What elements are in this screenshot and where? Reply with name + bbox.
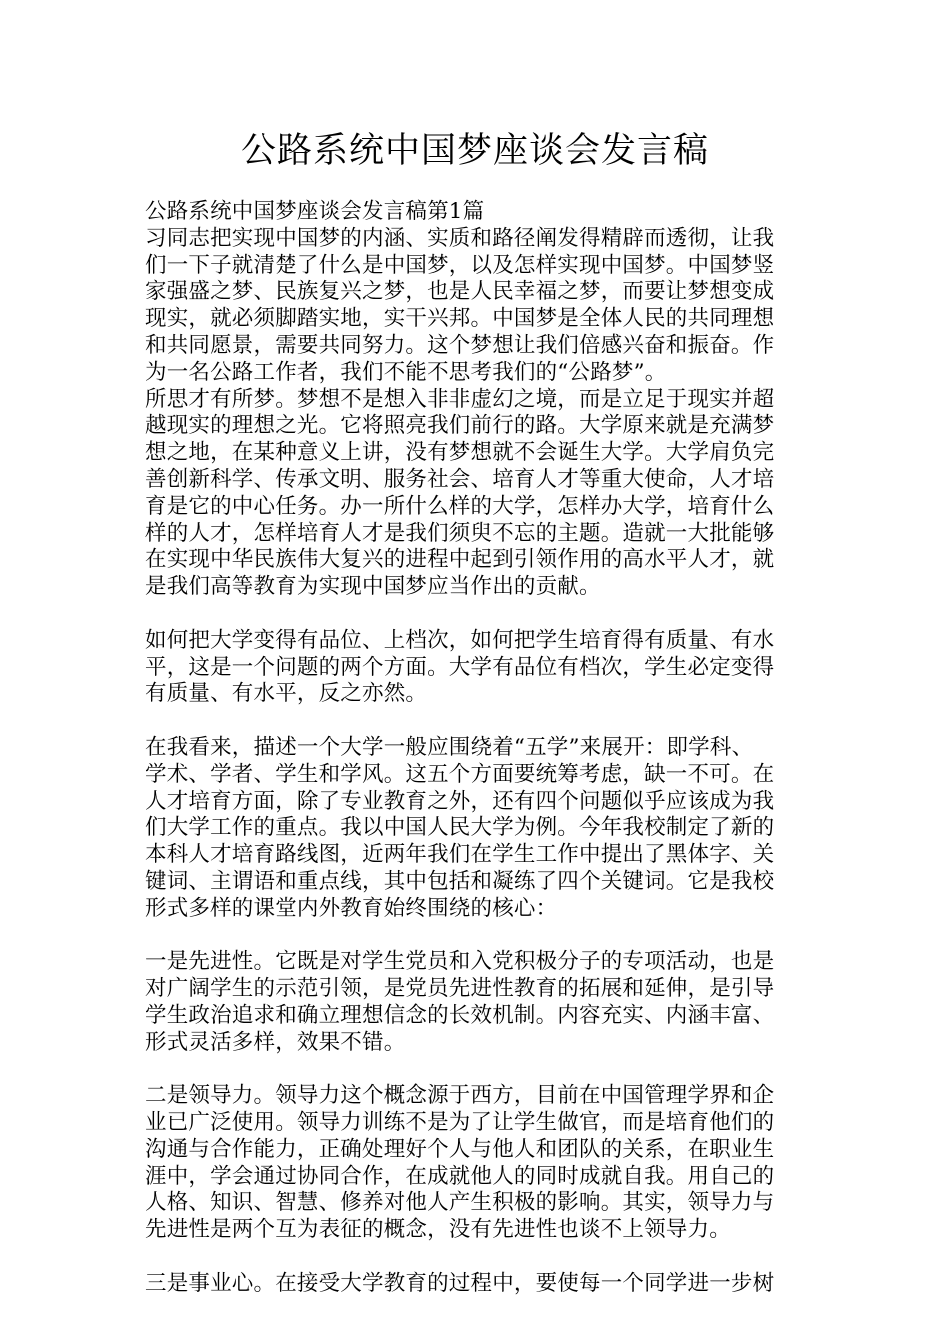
text-line: 家强盛之梦、民族复兴之梦，也是人民幸福之梦，而要让梦想变成 xyxy=(145,279,775,305)
body-paragraph xyxy=(145,735,807,923)
paragraph-spacer xyxy=(145,923,807,950)
text-line: 二是领导力。领导力这个概念源于西方，目前在中国管理学界和企 xyxy=(145,1083,775,1109)
text-line: 越现实的理想之光。它将照亮我们前行的路。大学原来就是充满梦 xyxy=(145,413,775,439)
document-title: 公路系统中国梦座谈会发言稿 xyxy=(240,131,709,171)
text-line: 三是事业心。在接受大学教育的过程中，要使每一个同学进一步树 xyxy=(145,1270,775,1296)
text-line: 在我看来，描述一个大学一般应围绕着“五学”来展开：即学科、 xyxy=(145,734,754,760)
text-line: 本科人才培育路线图，近两年我们在学生工作中提出了黑体字、关 xyxy=(145,842,775,868)
text-line: 们一下子就清楚了什么是中国梦，以及怎样实现中国梦。中国梦竖 xyxy=(145,252,775,278)
text-line: 们大学工作的重点。我以中国人民大学为例。今年我校制定了新的 xyxy=(145,815,775,841)
text-line: 为一名公路工作者，我们不能不思考我们的“公路梦”。 xyxy=(145,359,667,385)
text-line: 现实，就必须脚踏实地，实干兴邦。中国梦是全体人民的共同理想 xyxy=(145,306,775,332)
document-body xyxy=(145,199,807,1298)
text-line: 人才培育方面，除了专业教育之外，还有四个问题似乎应该成为我 xyxy=(145,788,775,814)
text-line: 人格、知识、智慧、修养对他人产生积极的影响。其实，领导力与 xyxy=(145,1190,775,1216)
body-paragraph xyxy=(145,1271,807,1298)
text-line: 业已广泛使用。领导力训练不是为了让学生做官，而是培育他们的 xyxy=(145,1110,775,1136)
text-line: 如何把大学变得有品位、上档次，如何把学生培育得有质量、有水 xyxy=(145,627,775,653)
text-line: 样的人才，怎样培育人才是我们须臾不忘的主题。造就一大批能够 xyxy=(145,520,775,546)
text-line: 在实现中华民族伟大复兴的进程中起到引领作用的高水平人才，就 xyxy=(145,547,775,573)
text-line: 育是它的中心任务。办一所什么样的大学，怎样办大学，培育什么 xyxy=(145,493,775,519)
text-line: 学术、学者、学生和学风。这五个方面要统筹考虑，缺一不可。在 xyxy=(145,761,775,787)
paragraph-spacer xyxy=(145,1244,807,1271)
paragraph-spacer xyxy=(145,708,807,735)
body-paragraph xyxy=(145,226,807,387)
paragraph-spacer xyxy=(145,601,807,628)
text-line: 想之地，在某种意义上讲，没有梦想就不会诞生大学。大学肩负完 xyxy=(145,440,775,466)
body-paragraph xyxy=(145,628,807,708)
text-line: 对广阔学生的示范引领，是党员先进性教育的拓展和延伸，是引导 xyxy=(145,976,775,1002)
text-line: 习同志把实现中国梦的内涵、实质和路径阐发得精辟而透彻，让我 xyxy=(145,225,775,251)
body-paragraph xyxy=(145,387,807,601)
section-heading xyxy=(145,199,807,226)
text-line: 是我们高等教育为实现中国梦应当作出的贡献。 xyxy=(145,574,601,600)
text-line: 沟通与合作能力，正确处理好个人与他人和团队的关系，在职业生 xyxy=(145,1136,775,1162)
text-line: 键词、主谓语和重点线，其中包括和凝练了四个关键词。它是我校 xyxy=(145,868,775,894)
body-paragraph xyxy=(145,1083,807,1244)
text-line: 一是先进性。它既是对学生党员和入党积极分子的专项活动，也是 xyxy=(145,949,775,975)
text-line: 公路系统中国梦座谈会发言稿第1篇 xyxy=(145,199,485,224)
text-line: 所思才有所梦。梦想不是想入非非虚幻之境，而是立足于现实并超 xyxy=(145,386,775,412)
text-line: 形式灵活多样，效果不错。 xyxy=(145,1029,406,1055)
text-line: 平，这是一个问题的两个方面。大学有品位有档次，学生必定变得 xyxy=(145,654,775,680)
text-line: 先进性是两个互为表征的概念，没有先进性也谈不上领导力。 xyxy=(145,1217,731,1243)
paragraph-spacer xyxy=(145,1057,807,1084)
text-line: 涯中，学会通过协同合作，在成就他人的同时成就自我。用自己的 xyxy=(145,1163,775,1189)
text-line: 和共同愿景，需要共同努力。这个梦想让我们倍感兴奋和振奋。作 xyxy=(145,332,775,358)
text-line: 有质量、有水平，反之亦然。 xyxy=(145,681,428,707)
text-line: 善创新科学、传承文明、服务社会、培育人才等重大使命，人才培 xyxy=(145,466,775,492)
text-line: 形式多样的课堂内外教育始终围绕的核心： xyxy=(145,895,558,921)
text-line: 学生政治追求和确立理想信念的长效机制。内容充实、内涵丰富、 xyxy=(145,1002,775,1028)
body-paragraph xyxy=(145,949,807,1056)
